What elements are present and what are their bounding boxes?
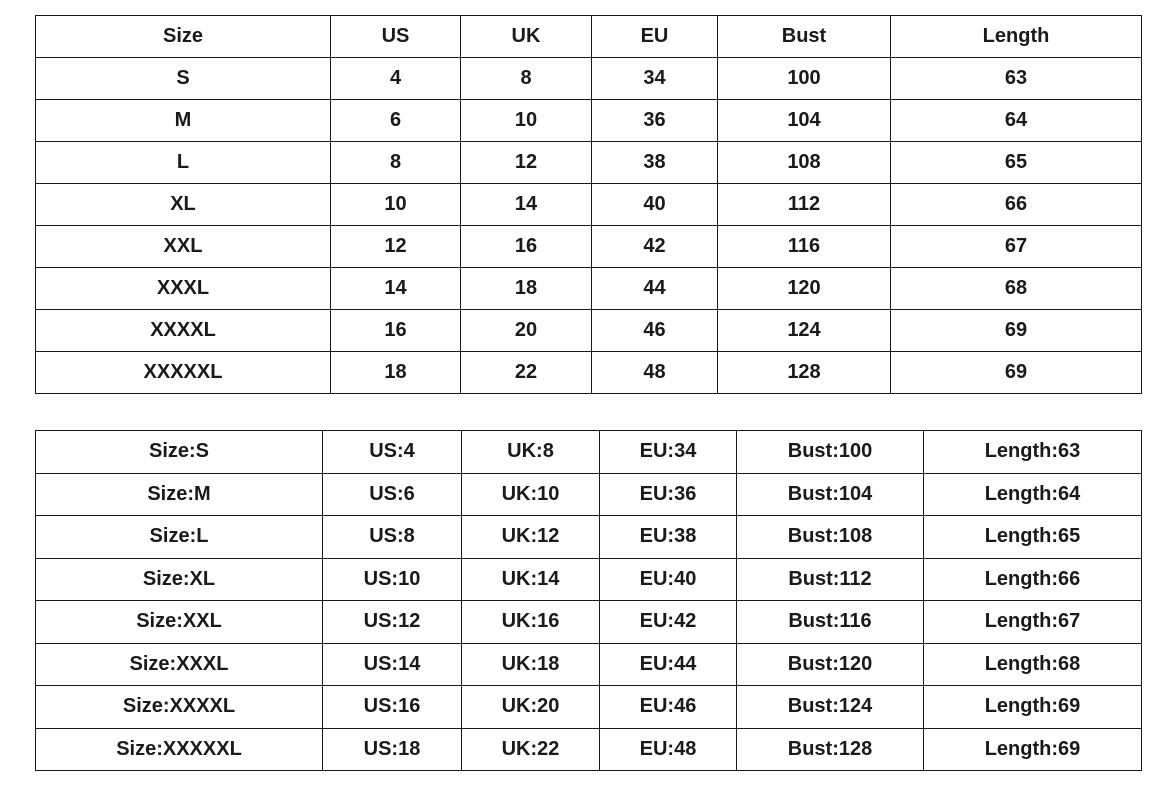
table-cell: UK:10 (462, 473, 600, 516)
table-cell: Bust:124 (737, 686, 924, 729)
table-cell: Bust:128 (737, 728, 924, 771)
table-row (36, 226, 1142, 268)
table-cell: 14 (331, 268, 461, 310)
table-cell: Length:69 (924, 686, 1142, 729)
column-header: Size (36, 16, 331, 58)
table-cell: UK:16 (462, 601, 600, 644)
table-cell: Length:63 (924, 431, 1142, 474)
table-cell: Length:65 (924, 516, 1142, 559)
table-cell: UK:20 (462, 686, 600, 729)
table-cell: EU:44 (600, 643, 737, 686)
table-cell: Bust:112 (737, 558, 924, 601)
table-cell: 65 (891, 142, 1142, 184)
table-cell: S (36, 58, 331, 100)
table-cell: Length:67 (924, 601, 1142, 644)
table-cell: US:16 (323, 686, 462, 729)
table-cell: Size:M (36, 473, 323, 516)
table-row (36, 268, 1142, 310)
table-cell: 104 (718, 100, 891, 142)
table-cell: Bust:104 (737, 473, 924, 516)
table-row (36, 100, 1142, 142)
table-cell: 22 (461, 352, 592, 394)
table-row (36, 516, 1142, 559)
table-cell: UK:12 (462, 516, 600, 559)
table-cell: 48 (592, 352, 718, 394)
table-cell: Size:XXXXL (36, 686, 323, 729)
table-cell: 20 (461, 310, 592, 352)
size-chart-table-labeled (35, 430, 1142, 771)
table-cell: 124 (718, 310, 891, 352)
table-cell: EU:40 (600, 558, 737, 601)
table-cell: EU:34 (600, 431, 737, 474)
size-chart-table-numeric (35, 15, 1142, 394)
table-cell: XXL (36, 226, 331, 268)
table-cell: 112 (718, 184, 891, 226)
table-row (36, 643, 1142, 686)
table-cell: EU:46 (600, 686, 737, 729)
table-cell: Length:66 (924, 558, 1142, 601)
table-header-row (36, 16, 1142, 58)
table-row (36, 352, 1142, 394)
table-cell: 8 (461, 58, 592, 100)
table-cell: Length:64 (924, 473, 1142, 516)
table-cell: 12 (461, 142, 592, 184)
table-row (36, 728, 1142, 771)
table-cell: US:10 (323, 558, 462, 601)
table-cell: UK:8 (462, 431, 600, 474)
table-row (36, 686, 1142, 729)
table-cell: XXXXL (36, 310, 331, 352)
table-row (36, 310, 1142, 352)
table-cell: Bust:108 (737, 516, 924, 559)
table-cell: Size:XXXXXL (36, 728, 323, 771)
table-cell: 38 (592, 142, 718, 184)
column-header: US (331, 16, 461, 58)
table-cell: 69 (891, 310, 1142, 352)
table-cell: Size:XXXL (36, 643, 323, 686)
size-chart-table-numeric-body (36, 16, 1142, 394)
table-cell: EU:42 (600, 601, 737, 644)
size-chart-table-labeled-body (36, 431, 1142, 771)
table-cell: Size:XXL (36, 601, 323, 644)
column-header: EU (592, 16, 718, 58)
table-cell: 128 (718, 352, 891, 394)
table-cell: Bust:100 (737, 431, 924, 474)
table-cell: UK:18 (462, 643, 600, 686)
table-cell: 18 (331, 352, 461, 394)
table-cell: 34 (592, 58, 718, 100)
table-cell: 46 (592, 310, 718, 352)
table-cell: 16 (461, 226, 592, 268)
table-cell: 14 (461, 184, 592, 226)
table-row (36, 473, 1142, 516)
table-cell: UK:14 (462, 558, 600, 601)
table-row (36, 142, 1142, 184)
table-cell: US:12 (323, 601, 462, 644)
column-header: Bust (718, 16, 891, 58)
table-cell: 12 (331, 226, 461, 268)
table-row (36, 558, 1142, 601)
table-cell: UK:22 (462, 728, 600, 771)
table-cell: Bust:116 (737, 601, 924, 644)
column-header: Length (891, 16, 1142, 58)
table-cell: 69 (891, 352, 1142, 394)
table-cell: XXXL (36, 268, 331, 310)
table-cell: Length:68 (924, 643, 1142, 686)
table-cell: EU:48 (600, 728, 737, 771)
table-cell: Length:69 (924, 728, 1142, 771)
table-cell: 10 (461, 100, 592, 142)
table-cell: 8 (331, 142, 461, 184)
table-cell: 120 (718, 268, 891, 310)
table-cell: 10 (331, 184, 461, 226)
table-cell: XL (36, 184, 331, 226)
table-cell: 108 (718, 142, 891, 184)
table-cell: 63 (891, 58, 1142, 100)
table-cell: US:14 (323, 643, 462, 686)
table-cell: 68 (891, 268, 1142, 310)
table-cell: 67 (891, 226, 1142, 268)
table-cell: Size:L (36, 516, 323, 559)
table-cell: L (36, 142, 331, 184)
table-cell: US:8 (323, 516, 462, 559)
table-cell: 44 (592, 268, 718, 310)
table-cell: 6 (331, 100, 461, 142)
table-cell: 18 (461, 268, 592, 310)
table-cell: 100 (718, 58, 891, 100)
table-cell: EU:38 (600, 516, 737, 559)
table-row (36, 58, 1142, 100)
table-cell: Bust:120 (737, 643, 924, 686)
table-cell: 16 (331, 310, 461, 352)
table-cell: EU:36 (600, 473, 737, 516)
table-cell: 40 (592, 184, 718, 226)
table-row (36, 431, 1142, 474)
table-cell: 36 (592, 100, 718, 142)
table-cell: US:4 (323, 431, 462, 474)
table-cell: Size:S (36, 431, 323, 474)
table-cell: US:6 (323, 473, 462, 516)
table-cell: 64 (891, 100, 1142, 142)
column-header: UK (461, 16, 592, 58)
table-cell: Size:XL (36, 558, 323, 601)
table-row (36, 184, 1142, 226)
table-cell: US:18 (323, 728, 462, 771)
table-cell: 66 (891, 184, 1142, 226)
table-cell: 42 (592, 226, 718, 268)
table-cell: 116 (718, 226, 891, 268)
table-row (36, 601, 1142, 644)
table-cell: 4 (331, 58, 461, 100)
table-cell: XXXXXL (36, 352, 331, 394)
table-cell: M (36, 100, 331, 142)
